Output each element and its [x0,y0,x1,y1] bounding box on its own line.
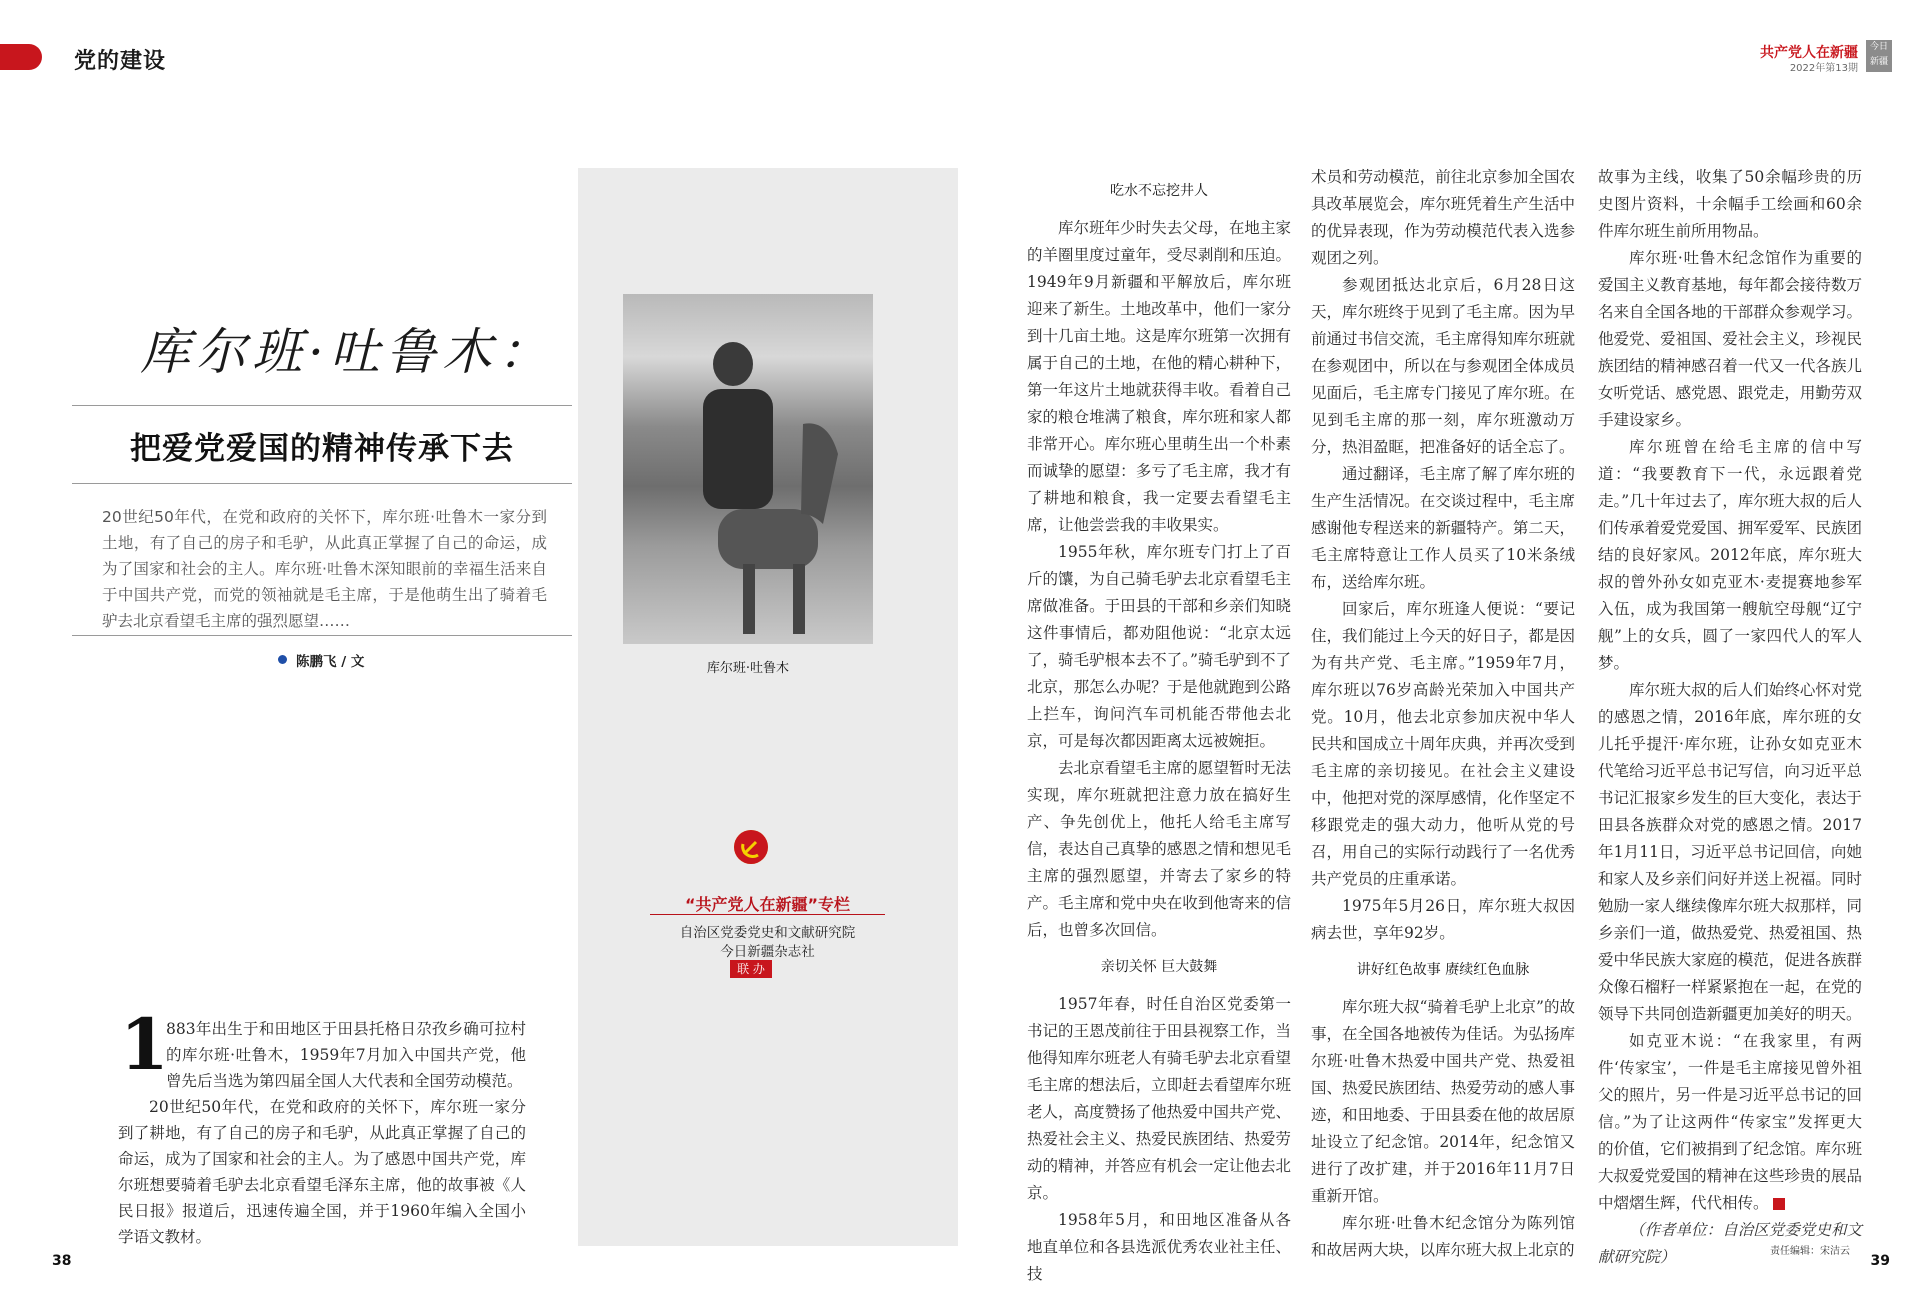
paragraph: 1975年5月26日，库尔班大叔因病去世，享年92岁。 [1311,897,1575,942]
section-heading: 亲切关怀 巨大鼓舞 [1100,959,1218,975]
magazine-logo-text: 今日新疆 [1869,42,1888,67]
paragraph: 库尔班曾在给毛主席的信中写道：“我要教育下一代，永远跟着党走。”几十年过去了，库尔班大叔的后人们传承着爱党爱国、拥军爱军、民族团结的良好家风。2012年底，库尔班大叔的曾外孙女如克亚木·麦提赛地参军入伍，成为我国第一艘航空母舰“辽宁舰”上的女兵，圆了一家四代人的军人梦。 [1598,438,1862,672]
paragraph: 库尔班·吐鲁木纪念馆分为陈列馆和故居两大块，以库尔班大叔上北京的 [1311,1214,1575,1259]
text-column-1 [1027,168,1291,1288]
section-heading: 吃水不忘挖井人 [1110,183,1208,199]
party-emblem-icon [734,830,768,864]
paragraph: 库尔班·吐鲁木纪念馆作为重要的爱国主义教育基地，每年都会接待数万名来自全国各地的干部群众参观学习。他爱党、爱祖国、爱社会主义，珍视民族团结的精神感召着一代又一代各族儿女听党话、感党恩、跟党走，用勤劳双手建设家乡。 [1598,249,1862,429]
section-tab-marker [0,44,42,70]
byline-bullet [278,655,287,664]
photo-figure-illustration [623,294,873,644]
photo-caption: 库尔班·吐鲁木 [706,661,790,676]
divider-bottom [72,635,572,636]
paragraph: 去北京看望毛主席的愿望暂时无法实现，库尔班就把注意力放在搞好生产、争先创优上，他托人给毛主席写信，表达自己真挚的感恩之情和想见毛主席的强烈愿望，并寄去了家乡的特产。毛主席和党中央在收到他寄来的信后，也曾多次回信。 [1027,759,1291,939]
joint-badge: 联 办 [730,960,772,978]
paragraph [1598,1028,1862,1217]
text-column-3 [1598,164,1862,1271]
divider-top [72,405,572,406]
paragraph: 库尔班大叔的后人们始终心怀对党的感恩之情，2016年底，库尔班的女儿托乎提汗·库尔班，让孙女如克亚木代笔给习近平总书记写信，向习近平总书记汇报家乡发生的巨大变化，表达于田县各族群众对党的感恩之情。2017年1月11日，习近平总书记回信，向她和家人及乡亲们问好并送上祝福。同时勉励一家人继续像库尔班大叔那样，同乡亲们一道，做热爱党、热爱祖国、热爱中华民族大家庭的模范，促进各族群众像石榴籽一样紧紧抱在一起，在党的领导下共同创造新疆更加美好的明天。 [1598,681,1862,1023]
portrait-photo [623,294,873,644]
text-column-2 [1311,164,1575,1264]
intro-paragraph: 883年出生于和田地区于田县托格日尕孜乡确可拉村的库尔班·吐鲁木，1959年7月加入中国共产党，他曾先后当选为第四届全国人大代表和全国劳动模范。 [166,1020,526,1090]
drop-cap: 1 [120,1003,169,1086]
end-mark-icon [1773,1198,1785,1210]
article-lead: 20世纪50年代，在党和政府的关怀下，库尔班·吐鲁木一家分到土地，有了自己的房子和毛驴，从此真正掌握了自己的命运，成为了国家和社会的主人。库尔班·吐鲁木深知眼前的幸福生活来自于中国共产党，而党的领袖就是毛主席，于是他萌生出了骑着毛驴去北京看望毛主席的强烈愿望…… [102,508,547,630]
magazine-name: 共产党人在新疆 [1760,45,1858,61]
author-affiliation: （作者单位：自治区党委党史和文献研究院） [1598,1221,1862,1266]
paragraph: 术员和劳动模范，前往北京参加全国农具改革展览会，库尔班凭着生产生活中的优异表现，作为劳动模范代表入选参观团之列。 [1311,168,1575,267]
magazine-logo [1866,40,1892,72]
paragraph: 回家后，库尔班逢人便说：“要记住，我们能过上今天的好日子，都是因为有共产党、毛主席。”1959年7月，库尔班以76岁高龄光荣加入中国共产党。10月，他去北京参加庆祝中华人民共和国成立十周年庆典，并再次受到毛主席的亲切接见。在社会主义建设中，他把对党的深厚感情，化作坚定不移跟党走的强大动力，他听从党的号召，用自己的实际行动践行了一名优秀共产党员的庄重承诺。 [1311,600,1575,888]
page-number-right: 39 [1870,1253,1890,1269]
intro-paragraph: 20世纪50年代，在党和政府的关怀下，库尔班一家分到了耕地，有了自己的房子和毛驴，从此真正掌握了自己的命运，成为了国家和社会的主人。为了感恩中国共产党，库尔班想要骑着毛驴去北京看望毛泽东主席，他的故事被《人民日报》报道后，迅速传遍全国，并于1960年编入全国小学语文教材。 [118,1098,526,1246]
organizer-2: 今日新疆杂志社 [720,944,815,960]
section-heading: 讲好红色故事 赓续红色血脉 [1356,962,1530,978]
byline: 陈鹏飞 / 文 [296,654,365,670]
paragraph: 通过翻译，毛主席了解了库尔班的生产生活情况。在交谈过程中，毛主席感谢他专程送来的新疆特产。第二天，毛主席特意让工作人员买了10米条绒布，送给库尔班。 [1311,465,1575,591]
issue-label: 2022年第13期 [1789,63,1858,74]
divider-mid [72,483,572,484]
intro-text [118,1016,526,1250]
column-divider [650,914,885,915]
paragraph: 1955年秋，库尔班专门打上了百斤的馕，为自己骑毛驴去北京看望毛主席做准备。于田县的干部和乡亲们知晓这件事情后，都劝阻他说：“北京太远了，骑毛驴根本去不了。”骑毛驴到不了北京，那怎么办呢？于是他就跑到公路上拦车，询问汽车司机能否带他去北京，可是每次都因距离太远被婉拒。 [1027,543,1291,750]
paragraph: 参观团抵达北京后，6月28日这天，库尔班终于见到了毛主席。因为早前通过书信交流，毛主席得知库尔班就在参观团中，所以在与参观团全体成员见面后，毛主席专门接见了库尔班。在见到毛主席的那一刻，库尔班激动万分，热泪盈眶，把准备好的话全忘了。 [1311,276,1575,456]
section-title: 党的建设 [74,48,167,74]
hammer-sickle-icon [734,830,768,864]
article-subtitle: 把爱党爱国的精神传承下去 [130,431,514,467]
column-name: “共产党人在新疆”专栏 [684,895,851,914]
article-title: 库尔班·吐鲁木： [140,323,554,381]
page-number-left: 38 [52,1253,72,1269]
paragraph: 故事为主线，收集了50余幅珍贵的历史图片资料，十余幅手工绘画和60余件库尔班生前所用物品。 [1598,168,1862,240]
closing-paragraph: 如克亚木说：“在我家里，有两件‘传家宝’，一件是毛主席接见曾外祖父的照片，另一件是习近平总书记的回信。”为了让这两件“传家宝”发挥更大的价值，它们被捐到了纪念馆。库尔班大叔爱党爱国的精神在这些珍贵的展品中熠熠生辉，代代相传。 [1598,1032,1862,1212]
responsible-editor: 责任编辑：宋洁云 [1770,1246,1850,1257]
paragraph: 库尔班大叔“骑着毛驴上北京”的故事，在全国各地被传为佳话。为弘扬库尔班·吐鲁木热爱中国共产党、热爱祖国、热爱民族团结、热爱劳动的感人事迹，和田地委、于田县委在他的故居原址设立了纪念馆。2014年，纪念馆又进行了改扩建，并于2016年11月7日重新开馆。 [1311,998,1575,1205]
paragraph: 库尔班年少时失去父母，在地主家的羊圈里度过童年，受尽剥削和压迫。1949年9月新疆和平解放后，库尔班迎来了新生。土地改革中，他们一家分到十几亩土地。这是库尔班第一次拥有属于自己的土地，在他的精心耕种下，第一年这片土地就获得丰收。看着自己家的粮仓堆满了粮食，库尔班和家人都非常开心。库尔班心里萌生出一个朴素而诚挚的愿望：多亏了毛主席，我才有了耕地和粮食，我一定要去看望毛主席，让他尝尝我的丰收果实。 [1027,219,1291,534]
paragraph: 1958年5月，和田地区准备从各地直单位和各县选派优秀农业社主任、技 [1027,1211,1291,1283]
paragraph: 1957年春，时任自治区党委第一书记的王恩茂前往于田县视察工作，当他得知库尔班老人有骑毛驴去北京看望毛主席的想法后，立即赶去看望库尔班老人，高度赞扬了他热爱中国共产党、热爱社会主义、热爱民族团结、热爱劳动的精神，并答应有机会一定让他去北京。 [1027,995,1291,1202]
organizer-1: 自治区党委党史和文献研究院 [679,925,856,941]
